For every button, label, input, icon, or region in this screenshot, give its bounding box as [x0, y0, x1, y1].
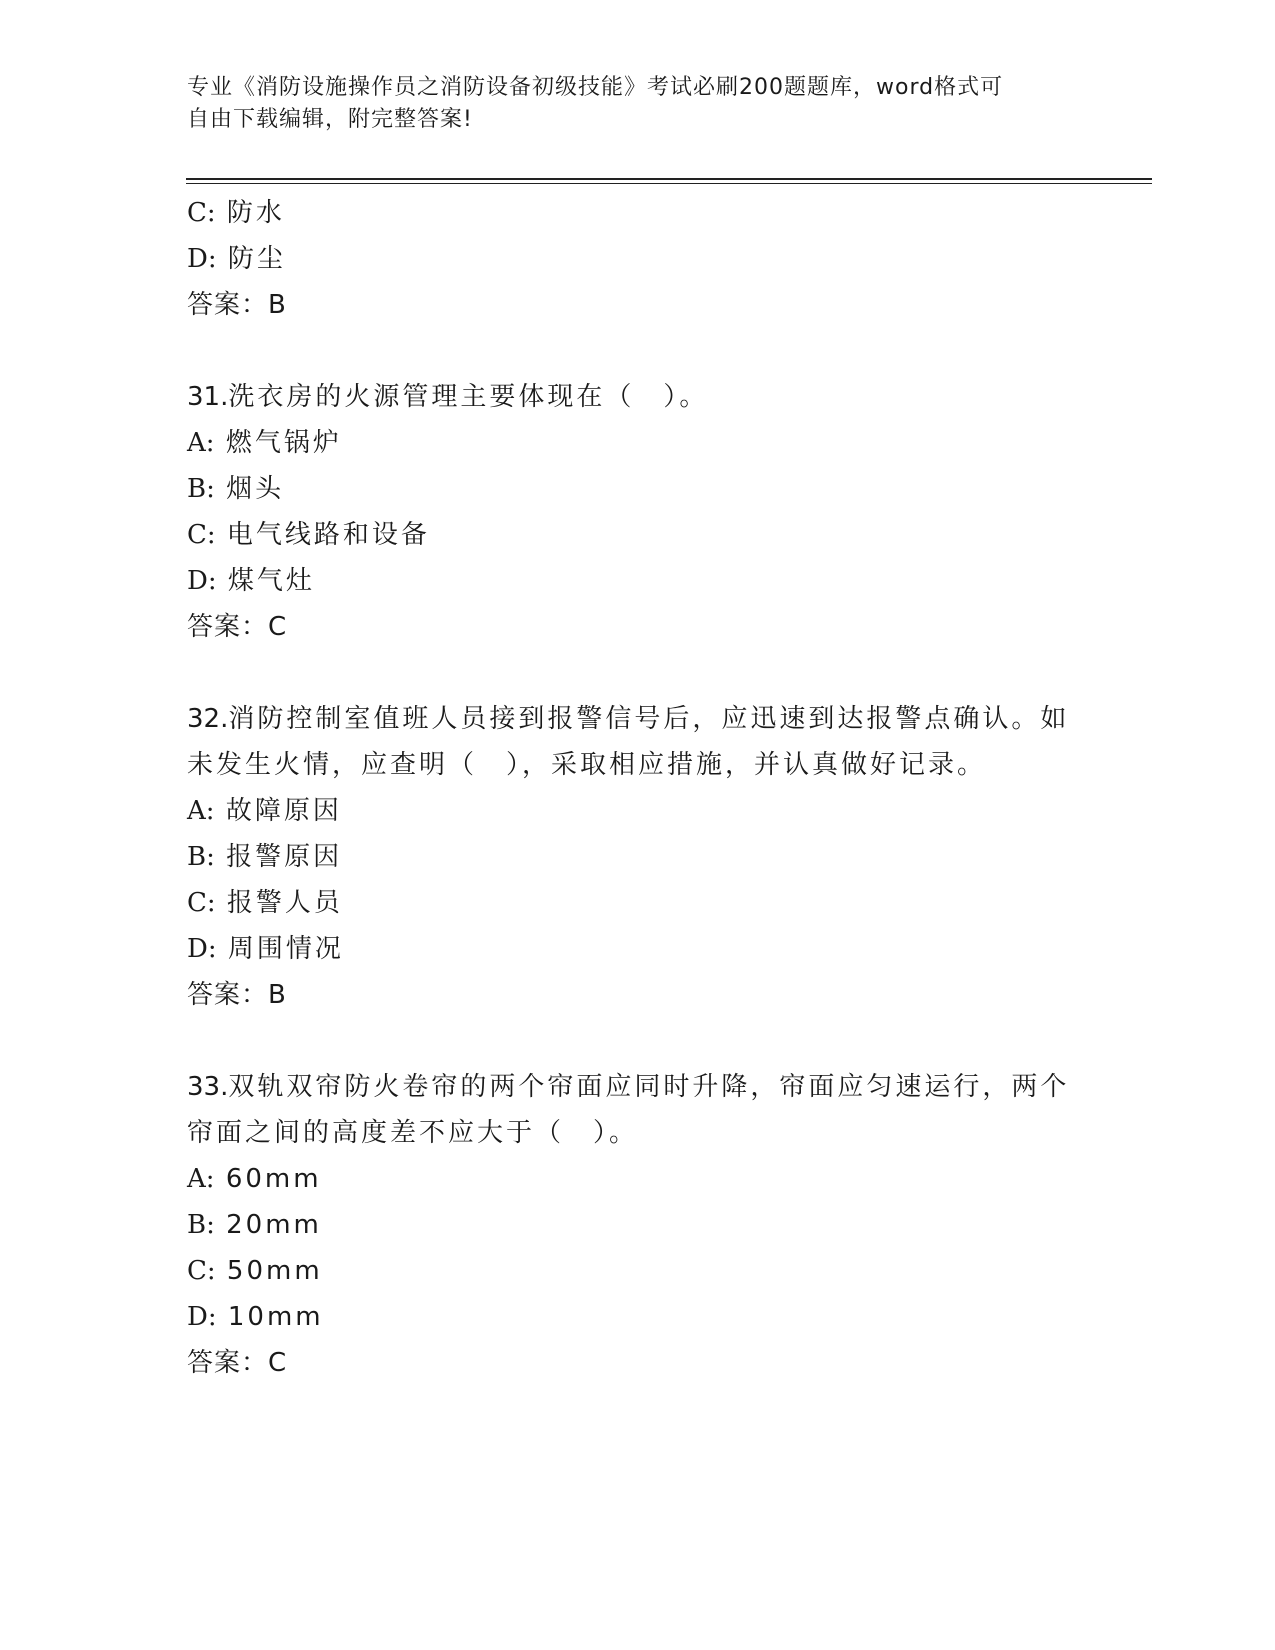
- option-letter: B:: [187, 1210, 215, 1240]
- option-letter: B:: [187, 474, 215, 504]
- answer-line: 答案：C: [187, 1348, 288, 1378]
- question-stem: [187, 1064, 1087, 1110]
- answer-line: 答案：C: [187, 612, 288, 642]
- option-text: 煤气灶: [227, 566, 315, 596]
- option-letter: C:: [187, 198, 216, 228]
- option-letter: A:: [187, 428, 215, 458]
- option-letter: A:: [187, 796, 215, 826]
- question-stem: [187, 374, 1087, 420]
- option-a: [187, 420, 1087, 466]
- option-c: [187, 880, 1087, 926]
- spacer: [187, 328, 1087, 374]
- option-text: 电气线路和设备: [226, 520, 430, 550]
- option-a: [187, 788, 1087, 834]
- option-text: 故障原因: [225, 796, 342, 826]
- question-number: 33.: [187, 1072, 229, 1102]
- option-d: [187, 926, 1087, 972]
- question-text: 消防控制室值班人员接到报警信号后，应迅速到达报警点确认。如: [228, 704, 1070, 734]
- option-text: 防水: [226, 198, 285, 228]
- option-letter: D:: [187, 566, 217, 596]
- option-b: [187, 466, 1087, 512]
- option-d: [187, 1294, 1087, 1340]
- header-divider-thick: [186, 178, 1152, 180]
- option-c: [187, 190, 1087, 236]
- option-d: [187, 236, 1087, 282]
- option-c: [187, 512, 1087, 558]
- question-32: [187, 696, 1087, 1018]
- question-number: 32.: [187, 704, 229, 734]
- option-text: 20mm: [226, 1210, 322, 1240]
- header-title-line-2: 自由下载编辑，附完整答案!: [187, 107, 473, 132]
- question-stem-continued: 未发生火情，应查明（ ），采取相应措施，并认真做好记录。: [187, 750, 987, 780]
- option-text: 烟头: [226, 474, 285, 504]
- option-a: [187, 1156, 1087, 1202]
- answer-line: 答案：B: [187, 980, 287, 1010]
- spacer: [187, 650, 1087, 696]
- option-letter: D:: [187, 934, 217, 964]
- option-text: 60mm: [225, 1164, 322, 1194]
- option-letter: D:: [187, 244, 217, 274]
- option-text: 燃气锅炉: [225, 428, 342, 458]
- option-letter: A:: [187, 1164, 215, 1194]
- option-c: [187, 1248, 1087, 1294]
- option-text: 50mm: [226, 1256, 323, 1286]
- question-33: [187, 1064, 1087, 1386]
- option-text: 报警原因: [226, 842, 343, 872]
- continued-question: [187, 190, 1087, 328]
- option-letter: B:: [187, 842, 215, 872]
- question-text: 洗衣房的火源管理主要体现在（ ）。: [228, 382, 709, 412]
- spacer: [187, 1018, 1087, 1064]
- answer-line: 答案：B: [187, 290, 287, 320]
- option-text: 报警人员: [226, 888, 343, 918]
- option-b: [187, 834, 1087, 880]
- option-d: [187, 558, 1087, 604]
- question-31: [187, 374, 1087, 650]
- header-divider-thin: [186, 183, 1152, 184]
- question-stem-continued: 帘面之间的高度差不应大于（ ）。: [187, 1118, 639, 1148]
- option-letter: C:: [187, 888, 216, 918]
- question-list: [187, 190, 1087, 1386]
- option-text: 10mm: [227, 1302, 324, 1332]
- option-text: 周围情况: [227, 934, 344, 964]
- option-letter: C:: [187, 520, 216, 550]
- option-b: [187, 1202, 1087, 1248]
- option-text: 防尘: [227, 244, 286, 274]
- option-letter: C:: [187, 1256, 216, 1286]
- question-stem: [187, 696, 1087, 742]
- question-number: 31.: [187, 382, 229, 412]
- question-text: 双轨双帘防火卷帘的两个帘面应同时升降，帘面应匀速运行，两个: [228, 1072, 1070, 1102]
- document-header: [187, 72, 1087, 136]
- header-title-line-1: 专业《消防设施操作员之消防设备初级技能》考试必刷200题题库，word格式可: [187, 75, 1004, 100]
- option-letter: D:: [187, 1302, 217, 1332]
